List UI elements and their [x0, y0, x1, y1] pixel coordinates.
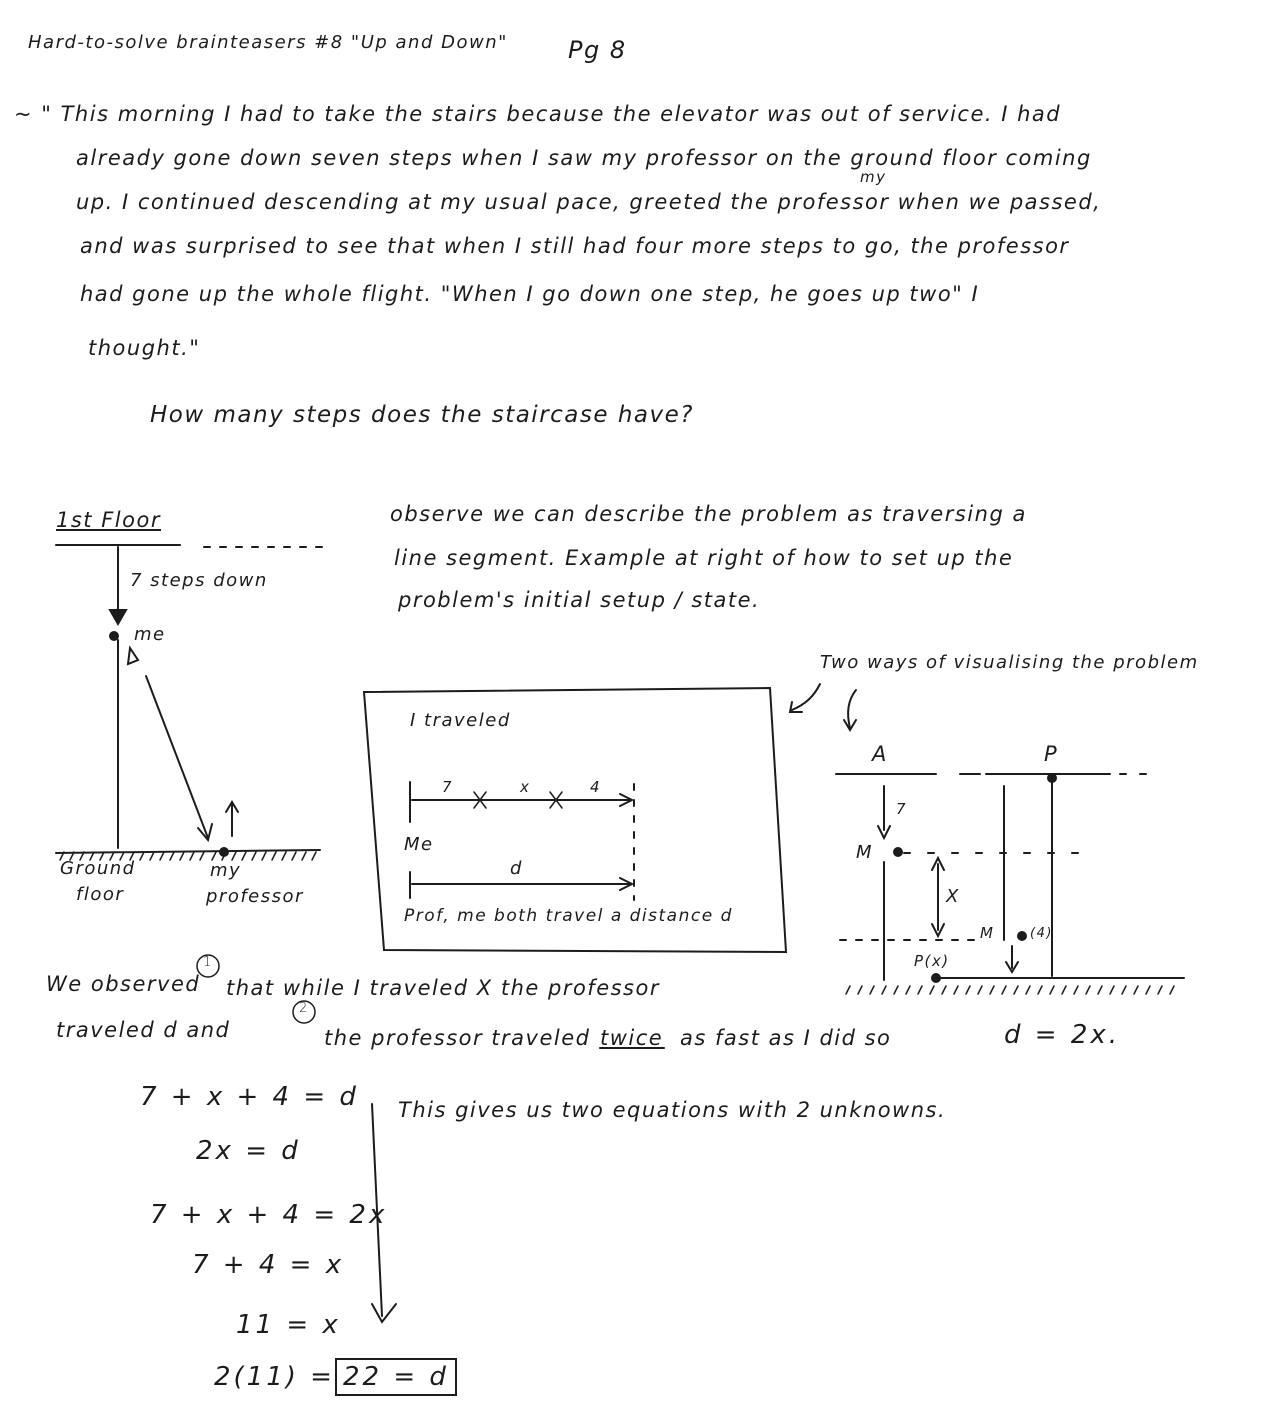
problem-line-5: had gone up the whole flight. "When I go down one step, he goes up two" I	[80, 282, 980, 306]
obs-line1-a: We observed	[46, 972, 201, 996]
obs-twice: twice	[600, 1026, 664, 1050]
circle-1-number: 1	[203, 955, 213, 970]
problem-line-3: up. I continued descending at my usual pace, greeted the professor when we passed,	[76, 190, 1102, 214]
first-floor-label: 1st Floor	[56, 508, 161, 532]
label-M4: M	[980, 924, 995, 942]
problem-line-2: already gone down seven steps when I saw my professor on the ground floor coming	[76, 146, 1092, 170]
m-dot	[893, 847, 903, 857]
observe-line-1: observe we can describe the problem as traversing a	[390, 502, 1027, 526]
down-arrow-head	[110, 610, 126, 624]
label-M: M	[856, 842, 874, 863]
px-dot	[931, 973, 941, 983]
descent-arrow	[146, 676, 208, 838]
equations-note: This gives us two equations with 2 unknowns.	[398, 1098, 947, 1122]
equation-3: 7 + x + 4 = 2x	[150, 1200, 388, 1230]
question: How many steps does the staircase have?	[150, 402, 694, 428]
ground-label-2: floor	[76, 884, 125, 905]
label-Px: P(x)	[914, 952, 950, 970]
me-flag	[128, 648, 138, 664]
prof-dot	[219, 847, 229, 857]
circle-2-number: 2	[299, 1001, 309, 1016]
box-d: d	[510, 858, 523, 879]
box-title: I traveled	[410, 710, 511, 731]
answer-box: 22 = d	[335, 1358, 457, 1396]
equation-2: 2x = d	[196, 1136, 301, 1166]
me-label: me	[134, 624, 166, 645]
me-dot	[109, 631, 119, 641]
box-me: Me	[404, 834, 434, 855]
ground-line	[56, 850, 320, 853]
page-label: Pg 8	[568, 36, 627, 64]
observe-line-2: line segment. Example at right of how to set up the	[394, 546, 1014, 570]
problem-line-1: ~ " This morning I had to take the stairs because the elevator was out of service. I had	[14, 102, 1062, 126]
label-x: X	[946, 886, 960, 907]
derivation-arrow-head	[372, 1304, 396, 1322]
problem-line-4: and was surprised to see that when I still had four more steps to go, the professor	[80, 234, 1070, 258]
label-7: 7	[896, 800, 908, 818]
obs-line2-c: as fast as I did so	[680, 1026, 892, 1050]
prof-label-1: my	[210, 860, 242, 881]
header-title: Hard-to-solve brainteasers #8 "Up and Down"	[28, 32, 508, 53]
box-caption: Prof, me both travel a distance d	[404, 906, 733, 926]
insertion-my: my	[860, 168, 887, 186]
box-seg-x: x	[520, 778, 531, 796]
equation-1: 7 + x + 4 = d	[140, 1082, 359, 1112]
equation-5: 11 = x	[236, 1310, 341, 1340]
obs-line2-a: traveled d and	[56, 1018, 231, 1042]
label-A: A	[872, 742, 888, 766]
label-m4-tag: (4)	[1030, 926, 1053, 941]
obs-line2-b: the professor traveled	[324, 1026, 591, 1050]
p-dot	[1047, 773, 1057, 783]
obs-result: d = 2x.	[1004, 1020, 1121, 1050]
obs-line1-b: that while I traveled X the professor	[226, 976, 660, 1000]
equation-6-left: 2(11) =	[214, 1362, 335, 1392]
right-ground-hatching	[846, 986, 1174, 994]
box-seg-7: 7	[442, 778, 454, 796]
m4-dot	[1017, 931, 1027, 941]
observe-line-3: problem's initial setup / state.	[398, 588, 761, 612]
equation-6	[214, 1362, 457, 1392]
equation-4: 7 + 4 = x	[192, 1250, 345, 1280]
box-seg-4: 4	[590, 778, 602, 796]
ground-label-1: Ground	[60, 858, 136, 879]
pointer-arrow-left	[792, 684, 820, 710]
seven-steps-label: 7 steps down	[130, 570, 268, 591]
label-P: P	[1044, 742, 1059, 766]
prof-label-2: professor	[206, 886, 304, 907]
two-ways-label: Two ways of visualising the problem	[820, 652, 1199, 673]
problem-line-6: thought."	[88, 336, 201, 360]
